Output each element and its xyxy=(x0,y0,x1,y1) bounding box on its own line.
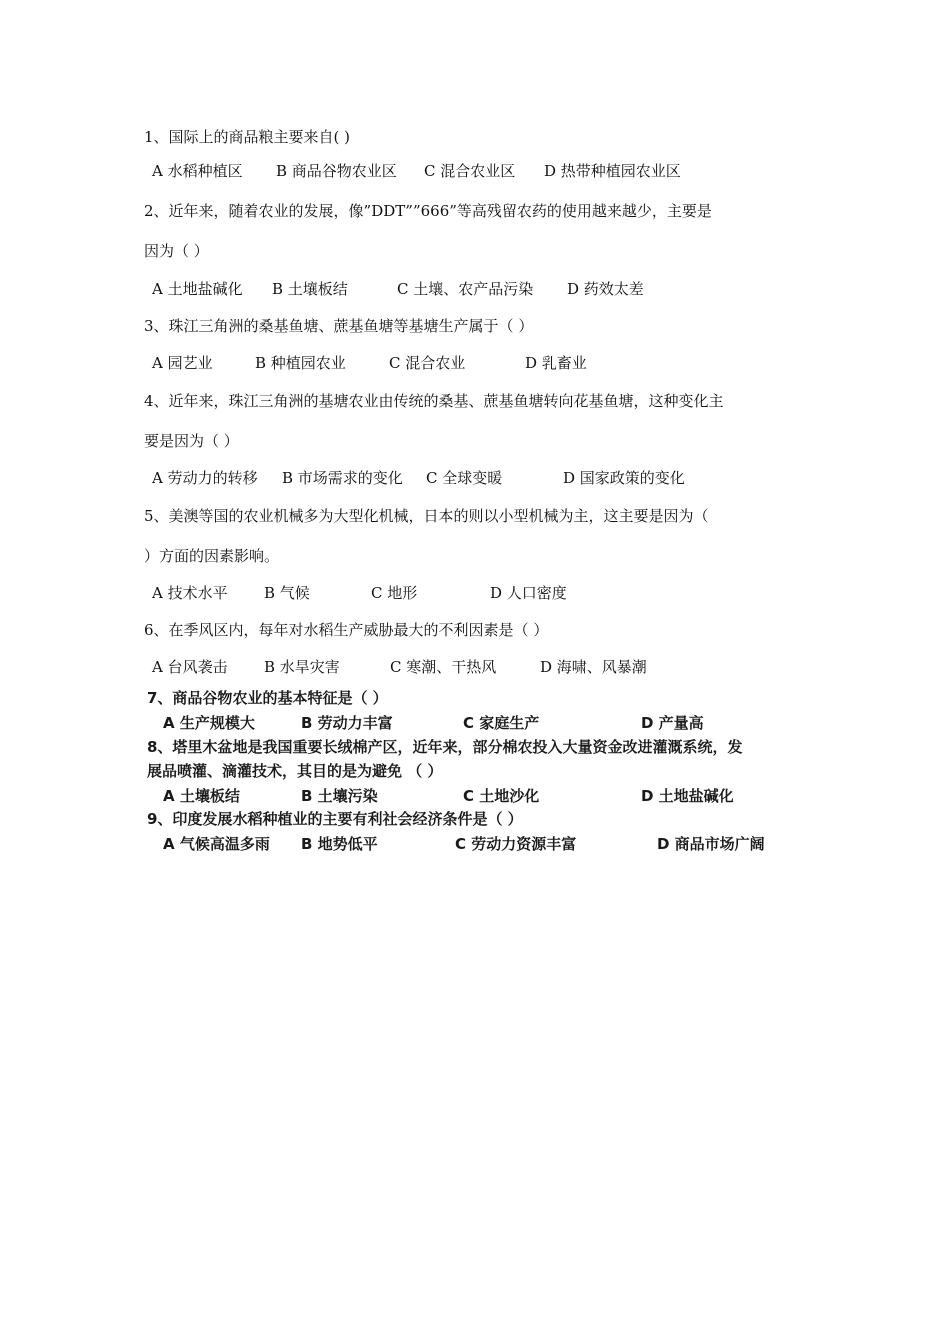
option-a: A 园艺业 xyxy=(152,354,213,372)
option-c: C 地形 xyxy=(371,584,418,602)
option-a: A 技术水平 xyxy=(152,584,228,602)
option-d: D 药效太差 xyxy=(567,280,644,298)
question-stem-text: 9、印度发展水稻种植业的主要有利社会经济条件是（ ） xyxy=(147,810,523,828)
option-b: B 土壤污染 xyxy=(301,787,378,805)
question-stem-text: 1、国际上的商品粮主要来自( ) xyxy=(144,128,351,146)
option-d: D 人口密度 xyxy=(490,584,567,602)
option-b: B 水旱灾害 xyxy=(264,658,340,676)
option-c: C 劳动力资源丰富 xyxy=(455,835,577,853)
option-c: C 家庭生产 xyxy=(463,714,540,732)
question-stem-text: 因为（ ） xyxy=(144,242,209,260)
option-d: D 热带种植园农业区 xyxy=(544,162,681,180)
option-b: B 气候 xyxy=(264,584,310,602)
option-c: C 全球变暖 xyxy=(426,469,503,487)
option-d: D 海啸、风暴潮 xyxy=(540,658,647,676)
option-b: B 土壤板结 xyxy=(272,280,348,298)
option-b: B 地势低平 xyxy=(301,835,378,853)
question-stem-text: ）方面的因素影响。 xyxy=(144,547,280,565)
question-stem-text: 要是因为（ ） xyxy=(144,432,239,450)
question-stem-text: 2、近年来，随着农业的发展，像”DDT””666”等高残留农药的使用越来越少，主要是 xyxy=(144,202,712,220)
option-a: A 生产规模大 xyxy=(163,714,255,732)
option-d: D 产量高 xyxy=(641,714,704,732)
option-b: B 种植园农业 xyxy=(255,354,346,372)
option-a: A 土地盐碱化 xyxy=(152,280,243,298)
question-stem-text: 4、近年来，珠江三角洲的基塘农业由传统的桑基、蔗基鱼塘转向花基鱼塘，这种变化主 xyxy=(144,392,724,410)
question-stem-text: 5、美澳等国的农业机械多为大型化机械，日本的则以小型机械为主，这主要是因为（ xyxy=(144,507,709,525)
option-c: C 混合农业 xyxy=(389,354,466,372)
question-stem-text: 3、珠江三角洲的桑基鱼塘、蔗基鱼塘等基塘生产属于（ ） xyxy=(144,317,534,335)
question-stem-text: 展品喷灌、滴灌技术，其目的是为避免 （ ） xyxy=(147,762,443,780)
question-stem-text: 8、塔里木盆地是我国重要长绒棉产区，近年来，部分棉农投入大量资金改进灌溉系统，发 xyxy=(147,738,743,756)
option-a: A 气候高温多雨 xyxy=(163,835,270,853)
option-a: A 台风袭击 xyxy=(152,658,228,676)
option-b: B 市场需求的变化 xyxy=(282,469,403,487)
option-c: C 混合农业区 xyxy=(424,162,516,180)
option-d: D 土地盐碱化 xyxy=(641,787,734,805)
option-c: C 寒潮、干热风 xyxy=(390,658,497,676)
option-c: C 土壤、农产品污染 xyxy=(397,280,534,298)
option-c: C 土地沙化 xyxy=(463,787,540,805)
option-d: D 商品市场广阔 xyxy=(657,835,765,853)
option-a: A 土壤板结 xyxy=(163,787,240,805)
option-b: B 劳动力丰富 xyxy=(301,714,393,732)
question-stem-text: 6、在季风区内，每年对水稻生产威胁最大的不利因素是（ ） xyxy=(144,621,549,639)
option-d: D 乳畜业 xyxy=(525,354,587,372)
question-stem-text: 7、商品谷物农业的基本特征是（ ） xyxy=(147,689,388,707)
option-b: B 商品谷物农业区 xyxy=(276,162,397,180)
option-a: A 劳动力的转移 xyxy=(152,469,258,487)
option-d: D 国家政策的变化 xyxy=(563,469,685,487)
option-a: A 水稻种植区 xyxy=(152,162,243,180)
